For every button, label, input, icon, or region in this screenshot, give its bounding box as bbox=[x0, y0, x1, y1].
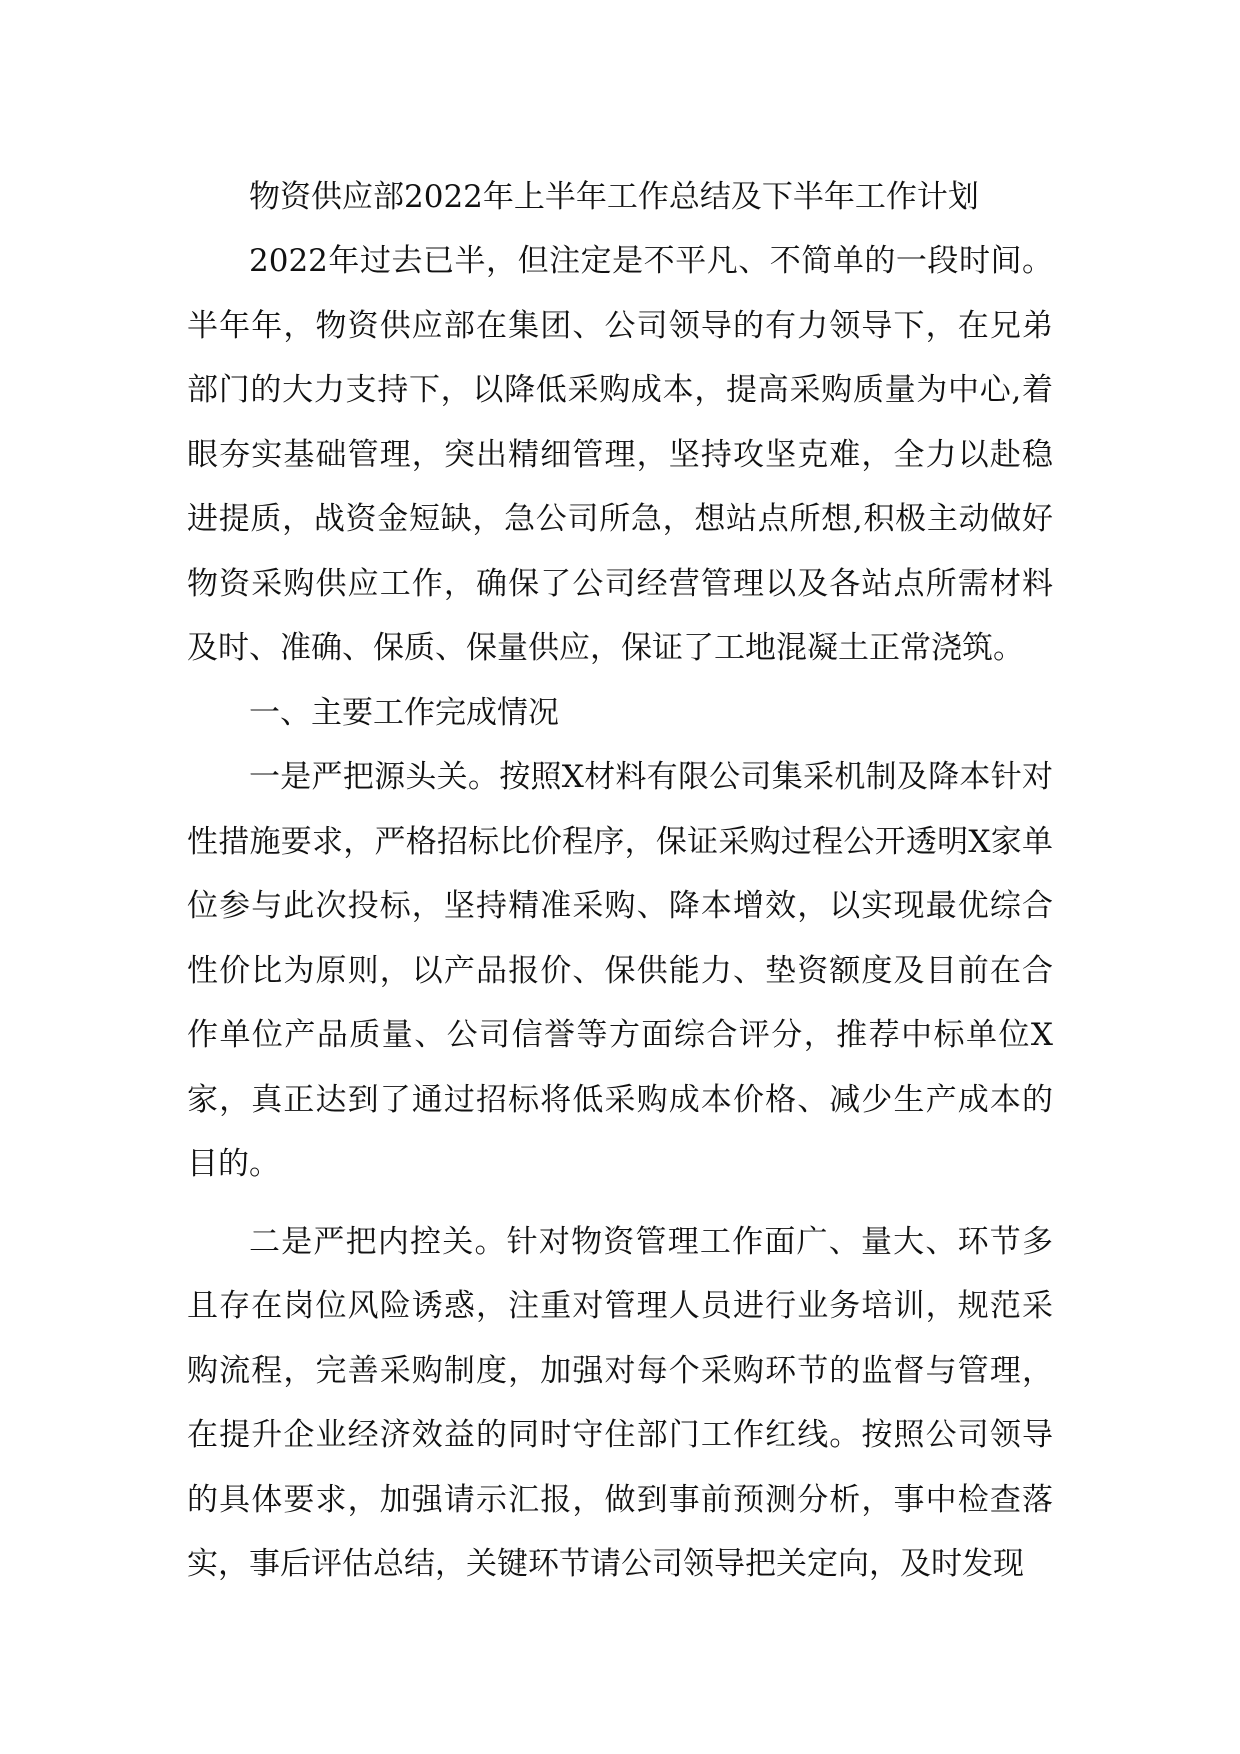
paragraph-internal-control: 二是严把内控关。针对物资管理工作面广、量大、环节多且存在岗位风险诱惑，注重对管理人员进行业务培训，规范采购流程，完善采购制度，加强对每个采购环节的监督与管理，在提升企业经济效益的同时守住部门工作红线。按照公司领导的具体要求，加强请示汇报，做到事前预测分析，事中检查落实，事后评估总结，关键环节请公司领导把关定向，及时发现 bbox=[187, 1223, 1053, 1582]
paragraph-intro: 2022年过去已半，但注定是不平凡、不简单的一段时间。半年年，物资供应部在集团、公司领导的有力领导下，在兄弟部门的大力支持下，以降低采购成本，提高采购质量为中心,着眼夯实基础管理，突出精细管理，坚持攻坚克难，全力以赴稳进提质，战资金短缺，急公司所急，想站点所想,积极主动做好物资采购供应工作，确保了公司经营管理以及各站点所需材料及时、准确、保质、保量供应，保证了工地混凝土正常浇筑。 bbox=[187, 243, 1053, 666]
paragraph-source-control: 一是严把源头关。按照X材料有限公司集采机制及降本针对性措施要求，严格招标比价程序，保证采购过程公开透明X家单位参与此次投标，坚持精准采购、降本增效，以实现最优综合性价比为原则，以产品报价、保供能力、垫资额度及目前在合作单位产品质量、公司信誉等方面综合评分，推荐中标单位X家，真正达到了通过招标将低采购成本价格、减少生产成本的目的。 bbox=[187, 759, 1053, 1182]
document-page bbox=[187, 165, 1053, 1597]
document-title: 物资供应部2022年上半年工作总结及下半年工作计划 bbox=[249, 179, 979, 215]
section-heading-main-work: 一、主要工作完成情况 bbox=[249, 694, 559, 731]
